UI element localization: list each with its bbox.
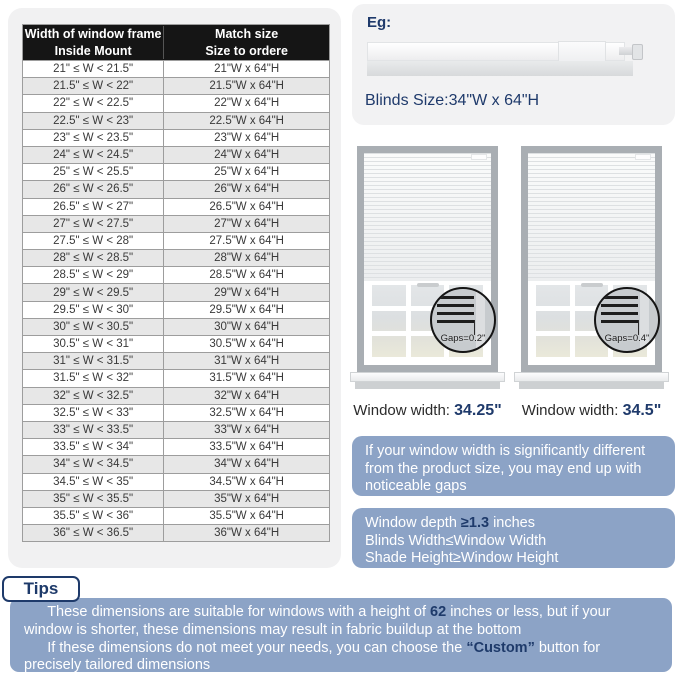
sash-handle bbox=[417, 283, 439, 287]
rod-endcap bbox=[558, 41, 606, 63]
table-row bbox=[23, 404, 329, 421]
width-range-cell: 27" ≤ W < 27.5" bbox=[23, 216, 164, 232]
window-frame-illustration bbox=[357, 146, 498, 372]
window-width-value: 34.5" bbox=[622, 402, 662, 419]
window-width-caption bbox=[505, 402, 678, 420]
width-range-cell: 23" ≤ W < 23.5" bbox=[23, 130, 164, 146]
window-width-value: 34.25" bbox=[454, 402, 502, 419]
tips1-text-post: inches or less, but if your window is shorter, these dimensions may result in fabric buildup at the bottom bbox=[24, 604, 611, 638]
table-row bbox=[23, 129, 329, 146]
order-size-cell: 24"W x 64"H bbox=[214, 149, 280, 162]
order-size-cell: 30.5"W x 64"H bbox=[209, 338, 284, 351]
width-range-cell: 33.5" ≤ W < 34" bbox=[23, 439, 164, 455]
window-width-label: Window width: bbox=[521, 402, 623, 419]
order-size-cell: 28"W x 64"H bbox=[214, 252, 280, 265]
width-range-cell: 22.5" ≤ W < 23" bbox=[23, 113, 164, 129]
width-range-cell: 28" ≤ W < 28.5" bbox=[23, 250, 164, 266]
table-row bbox=[23, 283, 329, 300]
table-row bbox=[23, 163, 329, 180]
shade-height-rule: Shade Height≥Window Height bbox=[365, 550, 559, 567]
width-range-cell: 30.5" ≤ W < 31" bbox=[23, 336, 164, 352]
shade-edge-zoom bbox=[601, 296, 638, 327]
blinds-width-rule: Blinds Width≤Window Width bbox=[365, 532, 547, 549]
rod-shadow bbox=[367, 61, 633, 76]
table-row bbox=[23, 60, 329, 77]
table-row bbox=[23, 266, 329, 283]
table-row bbox=[23, 215, 329, 232]
gap-magnifier bbox=[594, 287, 660, 353]
order-size-cell: 22.5"W x 64"H bbox=[209, 114, 284, 127]
cellular-shade-illustration bbox=[528, 153, 655, 281]
table-row bbox=[23, 112, 329, 129]
cellular-shade-illustration bbox=[364, 153, 491, 281]
order-size-cell: 22"W x 64"H bbox=[214, 97, 280, 110]
tips-custom-button-mention: “Custom” bbox=[466, 639, 535, 656]
table-row bbox=[23, 77, 329, 94]
width-range-cell: 31.5" ≤ W < 32" bbox=[23, 370, 164, 386]
width-range-cell: 21" ≤ W < 21.5" bbox=[23, 61, 164, 77]
sash-handle bbox=[581, 283, 603, 287]
table-row bbox=[23, 387, 329, 404]
width-range-cell: 35" ≤ W < 35.5" bbox=[23, 491, 164, 507]
tips-height-value: 62 bbox=[430, 604, 447, 620]
depth-value: ≥1.3 bbox=[460, 515, 490, 531]
order-size-cell: 32"W x 64"H bbox=[214, 389, 280, 402]
window-apron bbox=[519, 382, 664, 389]
width-range-cell: 36" ≤ W < 36.5" bbox=[23, 525, 164, 541]
tips1-text-pre: These dimensions are suitable for windows with a height of bbox=[47, 604, 431, 620]
table-row bbox=[23, 473, 329, 490]
header-match-column bbox=[164, 26, 329, 59]
width-range-cell: 35.5" ≤ W < 36" bbox=[23, 508, 164, 524]
shade-cord-lock bbox=[471, 154, 487, 160]
mullion-vertical bbox=[570, 285, 575, 357]
table-row bbox=[23, 301, 329, 318]
gap-size-label: Gaps=0.2" bbox=[440, 333, 486, 344]
header-width-column bbox=[23, 26, 164, 59]
example-label: Eg: bbox=[367, 14, 392, 31]
order-size-cell: 31.5"W x 64"H bbox=[209, 372, 284, 385]
order-size-cell: 30"W x 64"H bbox=[214, 320, 280, 333]
table-row bbox=[23, 232, 329, 249]
order-size-cell: 21"W x 64"H bbox=[214, 63, 280, 76]
width-range-cell: 29.5" ≤ W < 30" bbox=[23, 302, 164, 318]
shade-cord-lock bbox=[635, 154, 651, 160]
table-row bbox=[23, 335, 329, 352]
order-size-cell: 36"W x 64"H bbox=[214, 527, 280, 540]
width-range-cell: 34" ≤ W < 34.5" bbox=[23, 456, 164, 472]
order-size-cell: 27.5"W x 64"H bbox=[209, 234, 284, 247]
table-row bbox=[23, 249, 329, 266]
table-row bbox=[23, 455, 329, 472]
order-size-cell: 31"W x 64"H bbox=[214, 355, 280, 368]
table-row bbox=[23, 421, 329, 438]
width-range-cell: 34.5" ≤ W < 35" bbox=[23, 474, 164, 490]
order-size-cell: 23"W x 64"H bbox=[214, 131, 280, 144]
table-row bbox=[23, 198, 329, 215]
rod-tip bbox=[632, 44, 643, 60]
width-range-cell: 33" ≤ W < 33.5" bbox=[23, 422, 164, 438]
window-apron bbox=[355, 382, 500, 389]
table-row bbox=[23, 180, 329, 197]
header-width-line2: Inside Mount bbox=[54, 43, 132, 58]
window-example bbox=[353, 146, 502, 420]
size-table-header bbox=[23, 25, 329, 60]
order-size-cell: 28.5"W x 64"H bbox=[209, 269, 284, 282]
width-range-cell: 32.5" ≤ W < 33" bbox=[23, 405, 164, 421]
width-range-cell: 32" ≤ W < 32.5" bbox=[23, 388, 164, 404]
table-row bbox=[23, 438, 329, 455]
window-example bbox=[521, 146, 662, 420]
blinds-size-text: Blinds Size:34"W x 64"H bbox=[365, 92, 540, 109]
header-width-line1: Width of window frame bbox=[24, 27, 162, 41]
width-range-cell: 25" ≤ W < 25.5" bbox=[23, 164, 164, 180]
order-size-cell: 33"W x 64"H bbox=[214, 424, 280, 437]
table-row bbox=[23, 352, 329, 369]
depth-text-post: inches bbox=[489, 515, 535, 531]
width-range-cell: 26.5" ≤ W < 27" bbox=[23, 199, 164, 215]
order-size-cell: 34"W x 64"H bbox=[214, 458, 280, 471]
tips-note bbox=[10, 598, 672, 672]
rod-body bbox=[367, 42, 625, 61]
window-width-label: Window width: bbox=[353, 402, 455, 419]
order-size-cell: 32.5"W x 64"H bbox=[209, 406, 284, 419]
tension-rod-illustration bbox=[367, 42, 639, 82]
table-row bbox=[23, 369, 329, 386]
width-range-cell: 26" ≤ W < 26.5" bbox=[23, 181, 164, 197]
order-size-cell: 27"W x 64"H bbox=[214, 217, 280, 230]
shade-edge-zoom bbox=[437, 296, 474, 327]
order-size-cell: 35"W x 64"H bbox=[214, 492, 280, 505]
size-table-panel bbox=[8, 8, 341, 568]
gap-magnifier bbox=[430, 287, 496, 353]
width-range-cell: 24" ≤ W < 24.5" bbox=[23, 147, 164, 163]
gap-warning-text: If your window width is significantly different from the product size, you may end up with noticeable gaps bbox=[365, 443, 646, 495]
order-size-cell: 35.5"W x 64"H bbox=[209, 509, 284, 522]
order-size-cell: 33.5"W x 64"H bbox=[209, 441, 284, 454]
table-row bbox=[23, 507, 329, 524]
order-size-cell: 29"W x 64"H bbox=[214, 286, 280, 299]
gap-size-label: Gaps=0.4" bbox=[604, 333, 650, 344]
order-size-cell: 34.5"W x 64"H bbox=[209, 475, 284, 488]
window-sill bbox=[514, 372, 669, 382]
width-range-cell: 21.5" ≤ W < 22" bbox=[23, 78, 164, 94]
width-range-cell: 30" ≤ W < 30.5" bbox=[23, 319, 164, 335]
order-size-cell: 26.5"W x 64"H bbox=[209, 200, 284, 213]
example-box bbox=[352, 4, 675, 125]
gap-warning-note bbox=[352, 436, 675, 496]
header-match-line2: Size to ordere bbox=[205, 43, 288, 58]
size-table-body bbox=[23, 60, 329, 541]
width-range-cell: 22" ≤ W < 22.5" bbox=[23, 95, 164, 111]
table-row bbox=[23, 524, 329, 541]
table-row bbox=[23, 318, 329, 335]
depth-requirements-note bbox=[352, 508, 675, 568]
order-size-cell: 21.5"W x 64"H bbox=[209, 80, 284, 93]
window-examples bbox=[353, 146, 662, 420]
order-size-cell: 29.5"W x 64"H bbox=[209, 303, 284, 316]
tips2-text-pre: If these dimensions do not meet your needs, you can choose the bbox=[47, 639, 467, 656]
width-range-cell: 29" ≤ W < 29.5" bbox=[23, 284, 164, 300]
order-size-cell: 26"W x 64"H bbox=[214, 183, 280, 196]
mullion-vertical bbox=[406, 285, 411, 357]
window-sill bbox=[350, 372, 505, 382]
width-range-cell: 28.5" ≤ W < 29" bbox=[23, 267, 164, 283]
table-row bbox=[23, 94, 329, 111]
width-range-cell: 31" ≤ W < 31.5" bbox=[23, 353, 164, 369]
table-row bbox=[23, 146, 329, 163]
depth-requirement-line bbox=[365, 515, 662, 533]
header-match-line1: Match size bbox=[215, 27, 279, 41]
tips-badge: Tips bbox=[2, 576, 80, 602]
window-width-caption bbox=[341, 402, 514, 420]
order-size-cell: 25"W x 64"H bbox=[214, 166, 280, 179]
tips-paragraph-2 bbox=[24, 640, 658, 676]
depth-text-pre: Window depth bbox=[365, 515, 461, 531]
tips-paragraph-1 bbox=[24, 604, 658, 640]
width-range-cell: 27.5" ≤ W < 28" bbox=[23, 233, 164, 249]
tips2-text-post: button for precisely tailored dimensions bbox=[24, 639, 601, 674]
table-row bbox=[23, 490, 329, 507]
window-frame-illustration bbox=[521, 146, 662, 372]
size-table bbox=[22, 24, 330, 542]
